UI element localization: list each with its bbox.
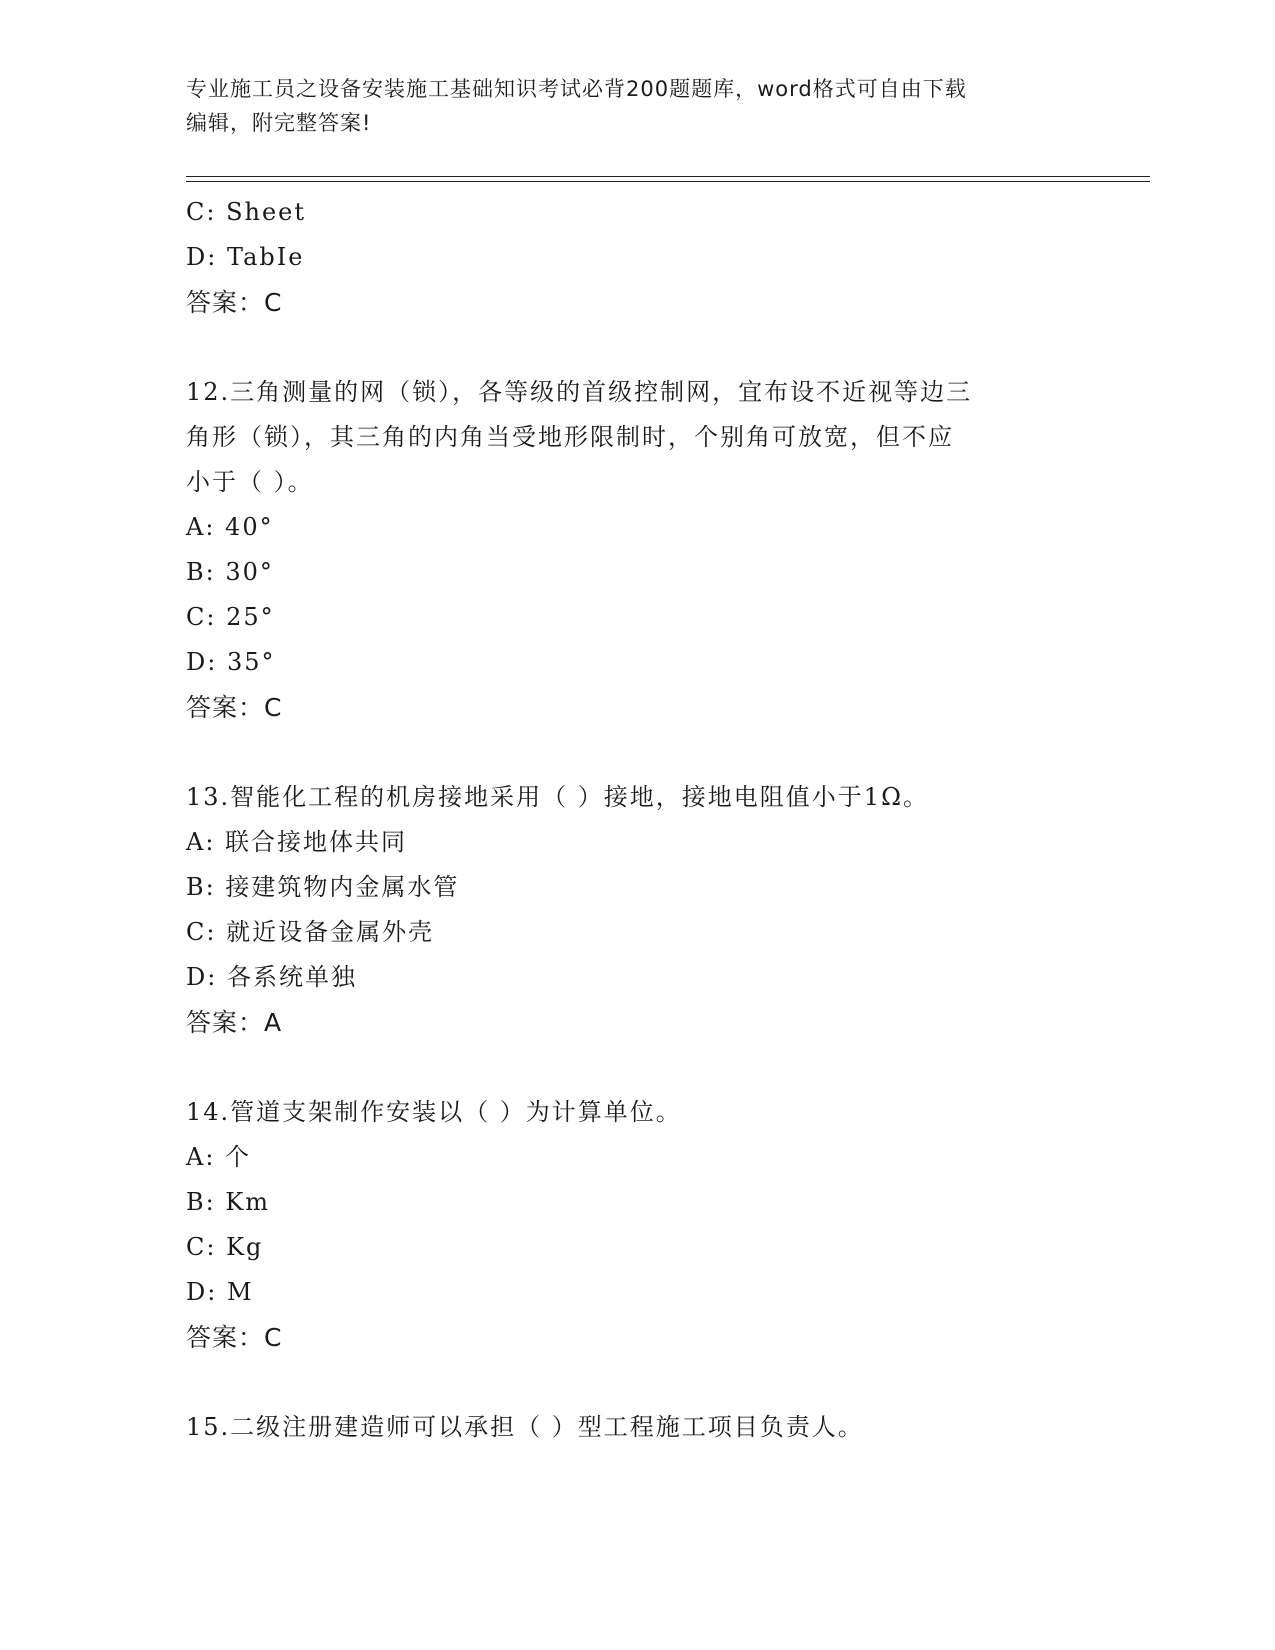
spacer — [186, 730, 1086, 775]
question-list — [186, 190, 1086, 1450]
option-d: D: 各系统单独 — [186, 963, 357, 991]
option-c: C: Kg — [186, 1233, 264, 1261]
option-c: C: 就近设备金属外壳 — [186, 918, 435, 946]
header-title-line-1: 专业施工员之设备安装施工基础知识考试必背200题题库，word格式可自由下载 — [186, 77, 967, 101]
answer: 答案：C — [186, 693, 283, 722]
option-a: A: 40° — [186, 513, 274, 541]
option-b: B: Km — [186, 1188, 271, 1216]
spacer — [186, 325, 1086, 370]
option-d: D: M — [186, 1278, 254, 1306]
option-a: A: 联合接地体共同 — [186, 828, 408, 856]
question-12 — [186, 370, 1086, 730]
answer: 答案：C — [186, 288, 283, 317]
option-b: B: 30° — [186, 558, 274, 586]
question-stem: 13.智能化工程的机房接地采用（ ）接地，接地电阻值小于1Ω。 — [186, 783, 929, 811]
question-stem-line-2: 角形（锁），其三角的内角当受地形限制时，个别角可放宽，但不应 — [186, 423, 954, 451]
question-13 — [186, 775, 1086, 1045]
header-title-line-2: 编辑，附完整答案! — [186, 111, 372, 135]
question-stem-line-3: 小于（ ）。 — [186, 468, 314, 496]
header-divider-top — [186, 176, 1150, 177]
answer: 答案：A — [186, 1008, 283, 1037]
spacer — [186, 1360, 1086, 1405]
question-stem: 15.二级注册建造师可以承担（ ）型工程施工项目负责人。 — [186, 1413, 864, 1441]
question-11 — [186, 190, 1086, 325]
option-d: D: TabIe — [186, 243, 305, 271]
option-b: B: 接建筑物内金属水管 — [186, 873, 460, 901]
spacer — [186, 1045, 1086, 1090]
option-d: D: 35° — [186, 648, 276, 676]
answer: 答案：C — [186, 1323, 283, 1352]
question-14 — [186, 1090, 1086, 1360]
option-a: A: 个 — [186, 1143, 252, 1171]
option-c: C: Sheet — [186, 198, 307, 226]
option-c: C: 25° — [186, 603, 275, 631]
question-15 — [186, 1405, 1086, 1450]
question-stem-line-1: 12.三角测量的网（锁），各等级的首级控制网，宜布设不近视等边三 — [186, 378, 973, 406]
header-divider-bottom — [186, 181, 1150, 182]
question-stem: 14.管道支架制作安装以（ ）为计算单位。 — [186, 1098, 682, 1126]
document-header — [186, 72, 1066, 140]
